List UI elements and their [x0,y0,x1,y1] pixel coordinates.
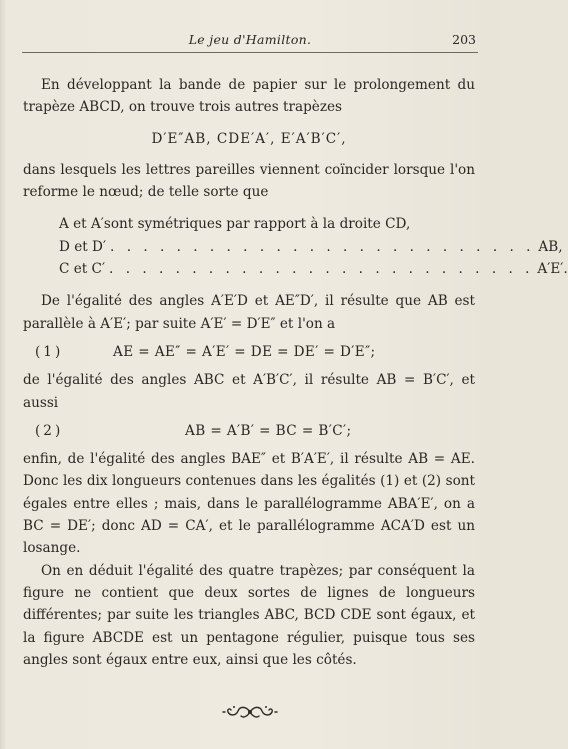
symmetry-row [59,258,568,280]
paragraph-4: de l'égalité des angles ABC et A′B′C′, il résulte AB = B′C′, et aussi [23,372,475,411]
equation-number: (2) [35,422,64,439]
trapezes-list: D′E″AB, CDE′A′, E′A′B′C′, [151,130,347,147]
symmetry-label: A et A′ [59,216,104,233]
equation-number: (1) [35,343,64,360]
symmetry-value: AB, [538,238,563,255]
symmetry-label: D et D′ [59,238,107,255]
paragraph-2: dans lesquels les lettres pareilles viennent coïncider lorsque l'on reforme le nœud; de telle sorte que [23,161,475,201]
symmetry-value: A′E′. [537,261,568,278]
symmetry-row [59,213,469,235]
equation-formula: AE = AE″ = A′E′ = DE = DE′ = D′E″; [113,343,376,360]
symmetry-text: sont symétriques par rapport à la droite CD, [103,216,411,233]
paragraph-5: enfin, de l'égalité des angles BAE″ et B′A′E′, il résulte AB = AE. Donc les dix longueurs contenues dans les égalités (1) et (2) sont égales entre elles ; mais, dans le parallélogramme ABA′E′, on a BC = DE′; donc AD = CA′, et le parallélogramme ACA′D est un losange. [23,451,475,557]
symmetry-label: C et C′ [59,261,106,278]
page-body [23,74,568,671]
paragraph-1: En développant la bande de papier sur le prolongement du trapèze ABCD, on trouve trois autres trapèzes [23,77,475,116]
paragraph-3: De l'égalité des angles A′E′D et AE″D′, il résulte que AB est parallèle à A′E′; par suite A′E′ = D′E″ et l'on a [23,293,475,332]
symmetry-list [23,213,568,280]
page-number: 203 [452,32,476,47]
paragraph-6: On en déduit l'égalité des quatre trapèzes; par conséquent la figure ne contient que deux sortes de lignes de longueurs différentes; par suite les triangles ABC, BCD CDE sont égaux, et la figure ABCDE est un pentagone régulier, puisque tous ses angles sont égaux entre eux, ainsi que les côtés. [23,562,475,668]
tailpiece-ornament-icon [0,703,500,725]
leader-dots: . . . . . . . . . . . . . . . . . . . . . . . . . . [109,261,534,278]
equation-formula: AB = A′B′ = BC = B′C′; [185,422,352,439]
page-header [22,24,478,53]
equation-2 [23,420,475,442]
leader-dots: . . . . . . . . . . . . . . . . . . . . . . . . . . [110,238,535,255]
symmetry-row [59,236,563,258]
running-title: Le jeu d'Hamilton. [188,32,312,47]
equation-1 [23,341,475,363]
